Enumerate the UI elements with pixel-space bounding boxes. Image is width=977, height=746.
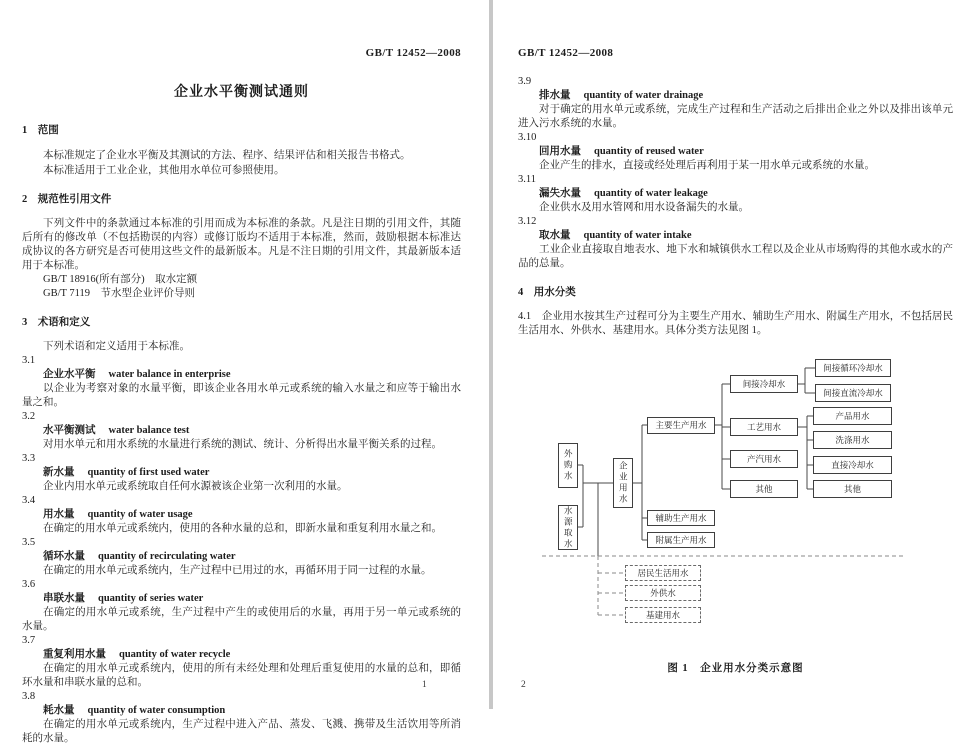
term-title	[22, 550, 461, 564]
term-number: 3.2	[22, 411, 36, 422]
reference-line-2: GB/T 7119 节水型企业评价导则	[43, 288, 195, 299]
term-en: quantity of reused water	[594, 146, 704, 157]
term-entry-3-6	[22, 578, 461, 634]
term-definition: 在确定的用水单元或系统内，使用的所有未经处理和处理后重复使用的水量的总和，即循环水量和串联水量的总和。	[22, 663, 461, 688]
fig-node-steam-water: 产汽用水	[730, 450, 798, 468]
term-title	[518, 229, 953, 243]
term-definition: 在确定的用水单元或系统内，使用的各种水量的总和，即新水量和重复利用水量之和。	[43, 523, 442, 534]
term-number: 3.3	[22, 453, 36, 464]
page-1-header: GB/T 12452—2008	[365, 47, 461, 59]
figure-1-diagram	[535, 350, 915, 646]
term-zh: 取水量	[539, 230, 571, 241]
page-1	[0, 0, 489, 744]
term-definition: 在确定的用水单元或系统内，生产过程中已用过的水，再循环用于同一过程的水量。	[43, 565, 432, 576]
fig-node-process-water: 工艺用水	[730, 418, 798, 436]
term-number: 3.9	[518, 76, 532, 87]
term-zh: 企业水平衡	[43, 369, 96, 380]
term-en: water balance test	[108, 425, 190, 436]
section-2-heading: 2 规范性引用文件	[22, 194, 112, 205]
term-definition: 在确定的用水单元或系统，生产过程中产生的或使用后的水量，再用于另一单元或系统的水量。	[22, 607, 461, 632]
term-en: quantity of water consumption	[87, 705, 226, 716]
fig-node-attached-production-water: 附属生产用水	[647, 532, 715, 548]
fig-node-enterprise-water: 企业用水	[613, 458, 633, 508]
section-4-heading: 4 用水分类	[518, 287, 576, 298]
term-title	[22, 424, 461, 438]
term-zh: 耗水量	[43, 705, 75, 716]
term-number: 3.11	[518, 174, 536, 185]
term-entry-3-2	[22, 410, 461, 452]
term-entry-3-1	[22, 354, 461, 410]
fig-node-washing-water: 洗涤用水	[813, 431, 892, 449]
term-number: 3.1	[22, 355, 36, 366]
term-definition: 企业产生的排水，直接或经处理后再利用于某一用水单元或系统的水量。	[539, 160, 875, 171]
term-entry-3-9	[518, 75, 953, 131]
term-zh: 漏失水量	[539, 188, 581, 199]
page-number-1: 1	[422, 680, 427, 690]
document-title: 企业水平衡测试通则	[174, 85, 309, 100]
page-2	[493, 0, 977, 709]
term-definition: 对于确定的用水单元或系统，完成生产过程和生产活动之后排出企业之外以及排出该单元进入污水系统的水量。	[518, 104, 953, 129]
fig-node-other-main: 其他	[730, 480, 798, 498]
page-2-header: GB/T 12452—2008	[518, 47, 614, 59]
term-zh: 重复利用水量	[43, 649, 106, 660]
figure-caption: 图 1 企业用水分类示意图	[667, 663, 804, 674]
term-definition: 企业供水及用水管网和用水设备漏失的水量。	[539, 202, 749, 213]
term-zh: 回用水量	[539, 146, 581, 157]
scope-paragraph-1: 本标准规定了企业水平衡及其测试的方法、程序、结果评估和相关报告书格式。	[43, 150, 411, 161]
section-1-heading: 1 范围	[22, 125, 59, 136]
fig-node-main-production-water: 主要生产用水	[647, 417, 715, 434]
fig-node-source-intake-water: 水源取水	[558, 505, 578, 550]
term-number: 3.7	[22, 635, 36, 646]
fig-node-purchased-water: 外购水	[558, 443, 578, 488]
fig-node-external-supply-water: 外供水	[625, 585, 701, 601]
term-title	[22, 592, 461, 606]
term-title	[518, 187, 953, 201]
page-number-2: 2	[521, 680, 526, 690]
fig-node-product-water: 产品用水	[813, 407, 892, 425]
term-number: 3.4	[22, 495, 36, 506]
term-zh: 水平衡测试	[43, 425, 96, 436]
fig-node-direct-cooling-water: 直接冷却水	[813, 456, 892, 474]
fig-node-construction-water: 基建用水	[625, 607, 701, 623]
terms-intro: 下列术语和定义适用于本标准。	[43, 341, 190, 352]
fig-node-indirect-cooling-water: 间接冷却水	[730, 375, 798, 393]
term-entry-3-5	[22, 536, 461, 578]
term-title	[22, 508, 461, 522]
term-en: water balance in enterprise	[108, 369, 231, 380]
term-zh: 用水量	[43, 509, 75, 520]
term-title	[22, 466, 461, 480]
term-entry-3-8	[22, 690, 461, 746]
term-en: quantity of first used water	[87, 467, 210, 478]
term-definition: 以企业为考察对象的水量平衡，即该企业各用水单元或系统的输入水量之和应等于输出水量之和。	[22, 383, 461, 408]
term-number: 3.6	[22, 579, 36, 590]
normative-references-paragraph: 下列文件中的条款通过本标准的引用而成为本标准的条款。凡是注日期的引用文件，其随后所有的修改单（不包括勘误的内容）或修订版均不适用于本标准，然而，鼓励根据本标准达成协议的各方研究是否可使用这些文件的最新版本。凡是不注日期的引用文件，其最新版本适用于本标准。	[22, 218, 461, 271]
term-definition: 工业企业直接取自地表水、地下水和城镇供水工程以及企业从市场购得的其他水或水的产品的总量。	[518, 244, 953, 269]
fig-node-other-process: 其他	[813, 480, 892, 498]
term-zh: 串联水量	[43, 593, 85, 604]
term-title	[22, 704, 461, 718]
term-entry-3-10	[518, 131, 953, 173]
term-en: quantity of water recycle	[119, 649, 231, 660]
term-en: quantity of recirculating water	[98, 551, 236, 562]
fig-node-auxiliary-production-water: 辅助生产用水	[647, 510, 715, 526]
term-en: quantity of water intake	[583, 230, 692, 241]
term-entry-3-11	[518, 173, 953, 215]
term-number: 3.12	[518, 216, 537, 227]
reference-line-1: GB/T 18916(所有部分) 取水定额	[43, 274, 198, 285]
term-definition: 企业内用水单元或系统取自任何水源被该企业第一次利用的水量。	[43, 481, 348, 492]
scope-paragraph-2: 本标准适用于工业企业，其他用水单位可参照使用。	[43, 165, 285, 176]
term-title	[518, 89, 953, 103]
water-classification-paragraph: 4.1 企业用水按其生产过程可分为主要生产用水、辅助生产用水、附属生产用水，不包括居民生活用水、外供水、基建用水。具体分类方法见图 1。	[518, 311, 953, 336]
term-en: quantity of series water	[98, 593, 204, 604]
term-entry-3-3	[22, 452, 461, 494]
term-definition: 对用水单元和用水系统的水量进行系统的测试、统计、分析得出水量平衡关系的过程。	[43, 439, 442, 450]
term-zh: 新水量	[43, 467, 75, 478]
term-title	[22, 648, 461, 662]
term-title	[22, 368, 461, 382]
fig-node-indirect-recirculating-cooling-water: 间接循环冷却水	[815, 359, 891, 377]
term-en: quantity of water usage	[87, 509, 193, 520]
term-zh: 循环水量	[43, 551, 85, 562]
term-entry-3-7	[22, 634, 461, 690]
term-en: quantity of water drainage	[583, 90, 704, 101]
term-title	[518, 145, 953, 159]
term-entry-3-12	[518, 215, 953, 271]
term-entry-3-4	[22, 494, 461, 536]
fig-node-indirect-once-through-cooling-water: 间接直流冷却水	[815, 384, 891, 402]
fig-node-residential-water: 居民生活用水	[625, 565, 701, 581]
term-number: 3.8	[22, 691, 36, 702]
section-3-heading: 3 术语和定义	[22, 317, 91, 328]
term-definition: 在确定的用水单元或系统内，生产过程中进入产品、蒸发、飞溅、携带及生活饮用等所消耗的水量。	[22, 719, 461, 744]
term-en: quantity of water leakage	[594, 188, 708, 199]
term-zh: 排水量	[539, 90, 571, 101]
term-number: 3.5	[22, 537, 36, 548]
term-number: 3.10	[518, 132, 537, 143]
